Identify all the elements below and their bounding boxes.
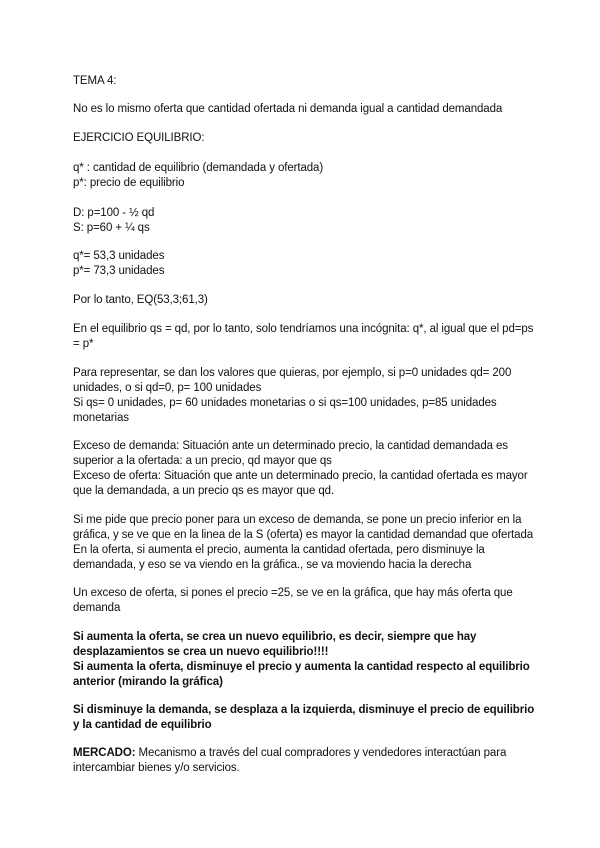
definition-line: q* : cantidad de equilibrio (demandada y ofertada) <box>73 162 324 174</box>
supply-equation: S: p=60 + ¼ qs <box>73 222 150 234</box>
excess-definition-line: Exceso de oferta: Situación que ante un determinado precio, la cantidad ofertada es mayor <box>73 470 528 482</box>
price-note-line: gráfica, y se ve que en la linea de la S (oferta) es mayor la cantidad demandad que ofertada <box>73 529 534 541</box>
market-definition-text: Mecanismo a través del cual compradores y vendedores interactúan para <box>135 747 507 759</box>
price-note-line: En la oferta, si aumenta el precio, aumenta la cantidad ofertada, pero disminuye la <box>73 544 485 556</box>
represent-note-line: Si qs= 0 unidades, p= 60 unidades monetarias o si qs=100 unidades, p=85 unidades <box>73 397 497 409</box>
intro-text: No es lo mismo oferta que cantidad ofertada ni demanda igual a cantidad demandada <box>73 103 503 115</box>
excess-definition-line: Exceso de demanda: Situación ante un determinado precio, la cantidad demandada es <box>73 440 508 452</box>
result-line: p*= 73,3 unidades <box>73 265 165 277</box>
price-note-line: Si me pide que precio poner para un exceso de demanda, se pone un precio inferior en la <box>73 514 522 526</box>
market-definition <box>73 745 506 761</box>
supply-shift-line: anterior (mirando la gráfica) <box>73 676 223 688</box>
exercise-heading: EJERCICIO EQUILIBRIO: <box>73 132 205 144</box>
excess-example-line: Un exceso de oferta, si pones el precio =25, se ve en la gráfica, que hay más oferta que <box>73 587 513 599</box>
document-title: TEMA 4: <box>73 75 117 87</box>
demand-equation: D: p=100 - ½ qd <box>73 207 155 219</box>
represent-note-line: monetarias <box>73 412 129 424</box>
excess-example-line: demanda <box>73 602 121 614</box>
represent-note-line: Para representar, se dan los valores que quieras, por ejemplo, si p=0 unidades qd= 200 <box>73 367 512 379</box>
definition-line: p*: precio de equilibrio <box>73 177 185 189</box>
supply-shift-line: Si aumenta la oferta, disminuye el precio y aumenta la cantidad respecto al equilibrio <box>73 661 530 673</box>
conclusion-line: Por lo tanto, EQ(53,3;61,3) <box>73 294 208 306</box>
result-line: q*= 53,3 unidades <box>73 250 165 262</box>
equilibrium-note-line: En el equilibrio qs = qd, por lo tanto, solo tendríamos una incógnita: q*, al igual que el pd=ps <box>73 323 534 335</box>
demand-shift-line: y la cantidad de equilibrio <box>73 719 212 731</box>
excess-definition-line: que la demandada, a un precio qs es mayor que qd. <box>73 485 335 497</box>
supply-shift-line: Si aumenta la oferta, se crea un nuevo equilibrio, es decir, siempre que hay <box>73 631 477 643</box>
price-note-line: demandada, y eso se va viendo en la gráfica., se va moviendo hacia la derecha <box>73 559 472 571</box>
demand-shift-line: Si disminuye la demanda, se desplaza a la izquierda, disminuye el precio de equilibrio <box>73 704 535 716</box>
market-definition-line: intercambiar bienes y/o servicios. <box>73 762 240 774</box>
supply-shift-line: desplazamientos se crea un nuevo equilibrio!!!! <box>73 646 329 658</box>
excess-definition-line: superior a la ofertada: a un precio, qd mayor que qs <box>73 455 332 467</box>
market-term: MERCADO: <box>73 747 136 759</box>
equilibrium-note-line: = p* <box>73 338 94 350</box>
represent-note-line: unidades, o si qd=0, p= 100 unidades <box>73 382 262 394</box>
